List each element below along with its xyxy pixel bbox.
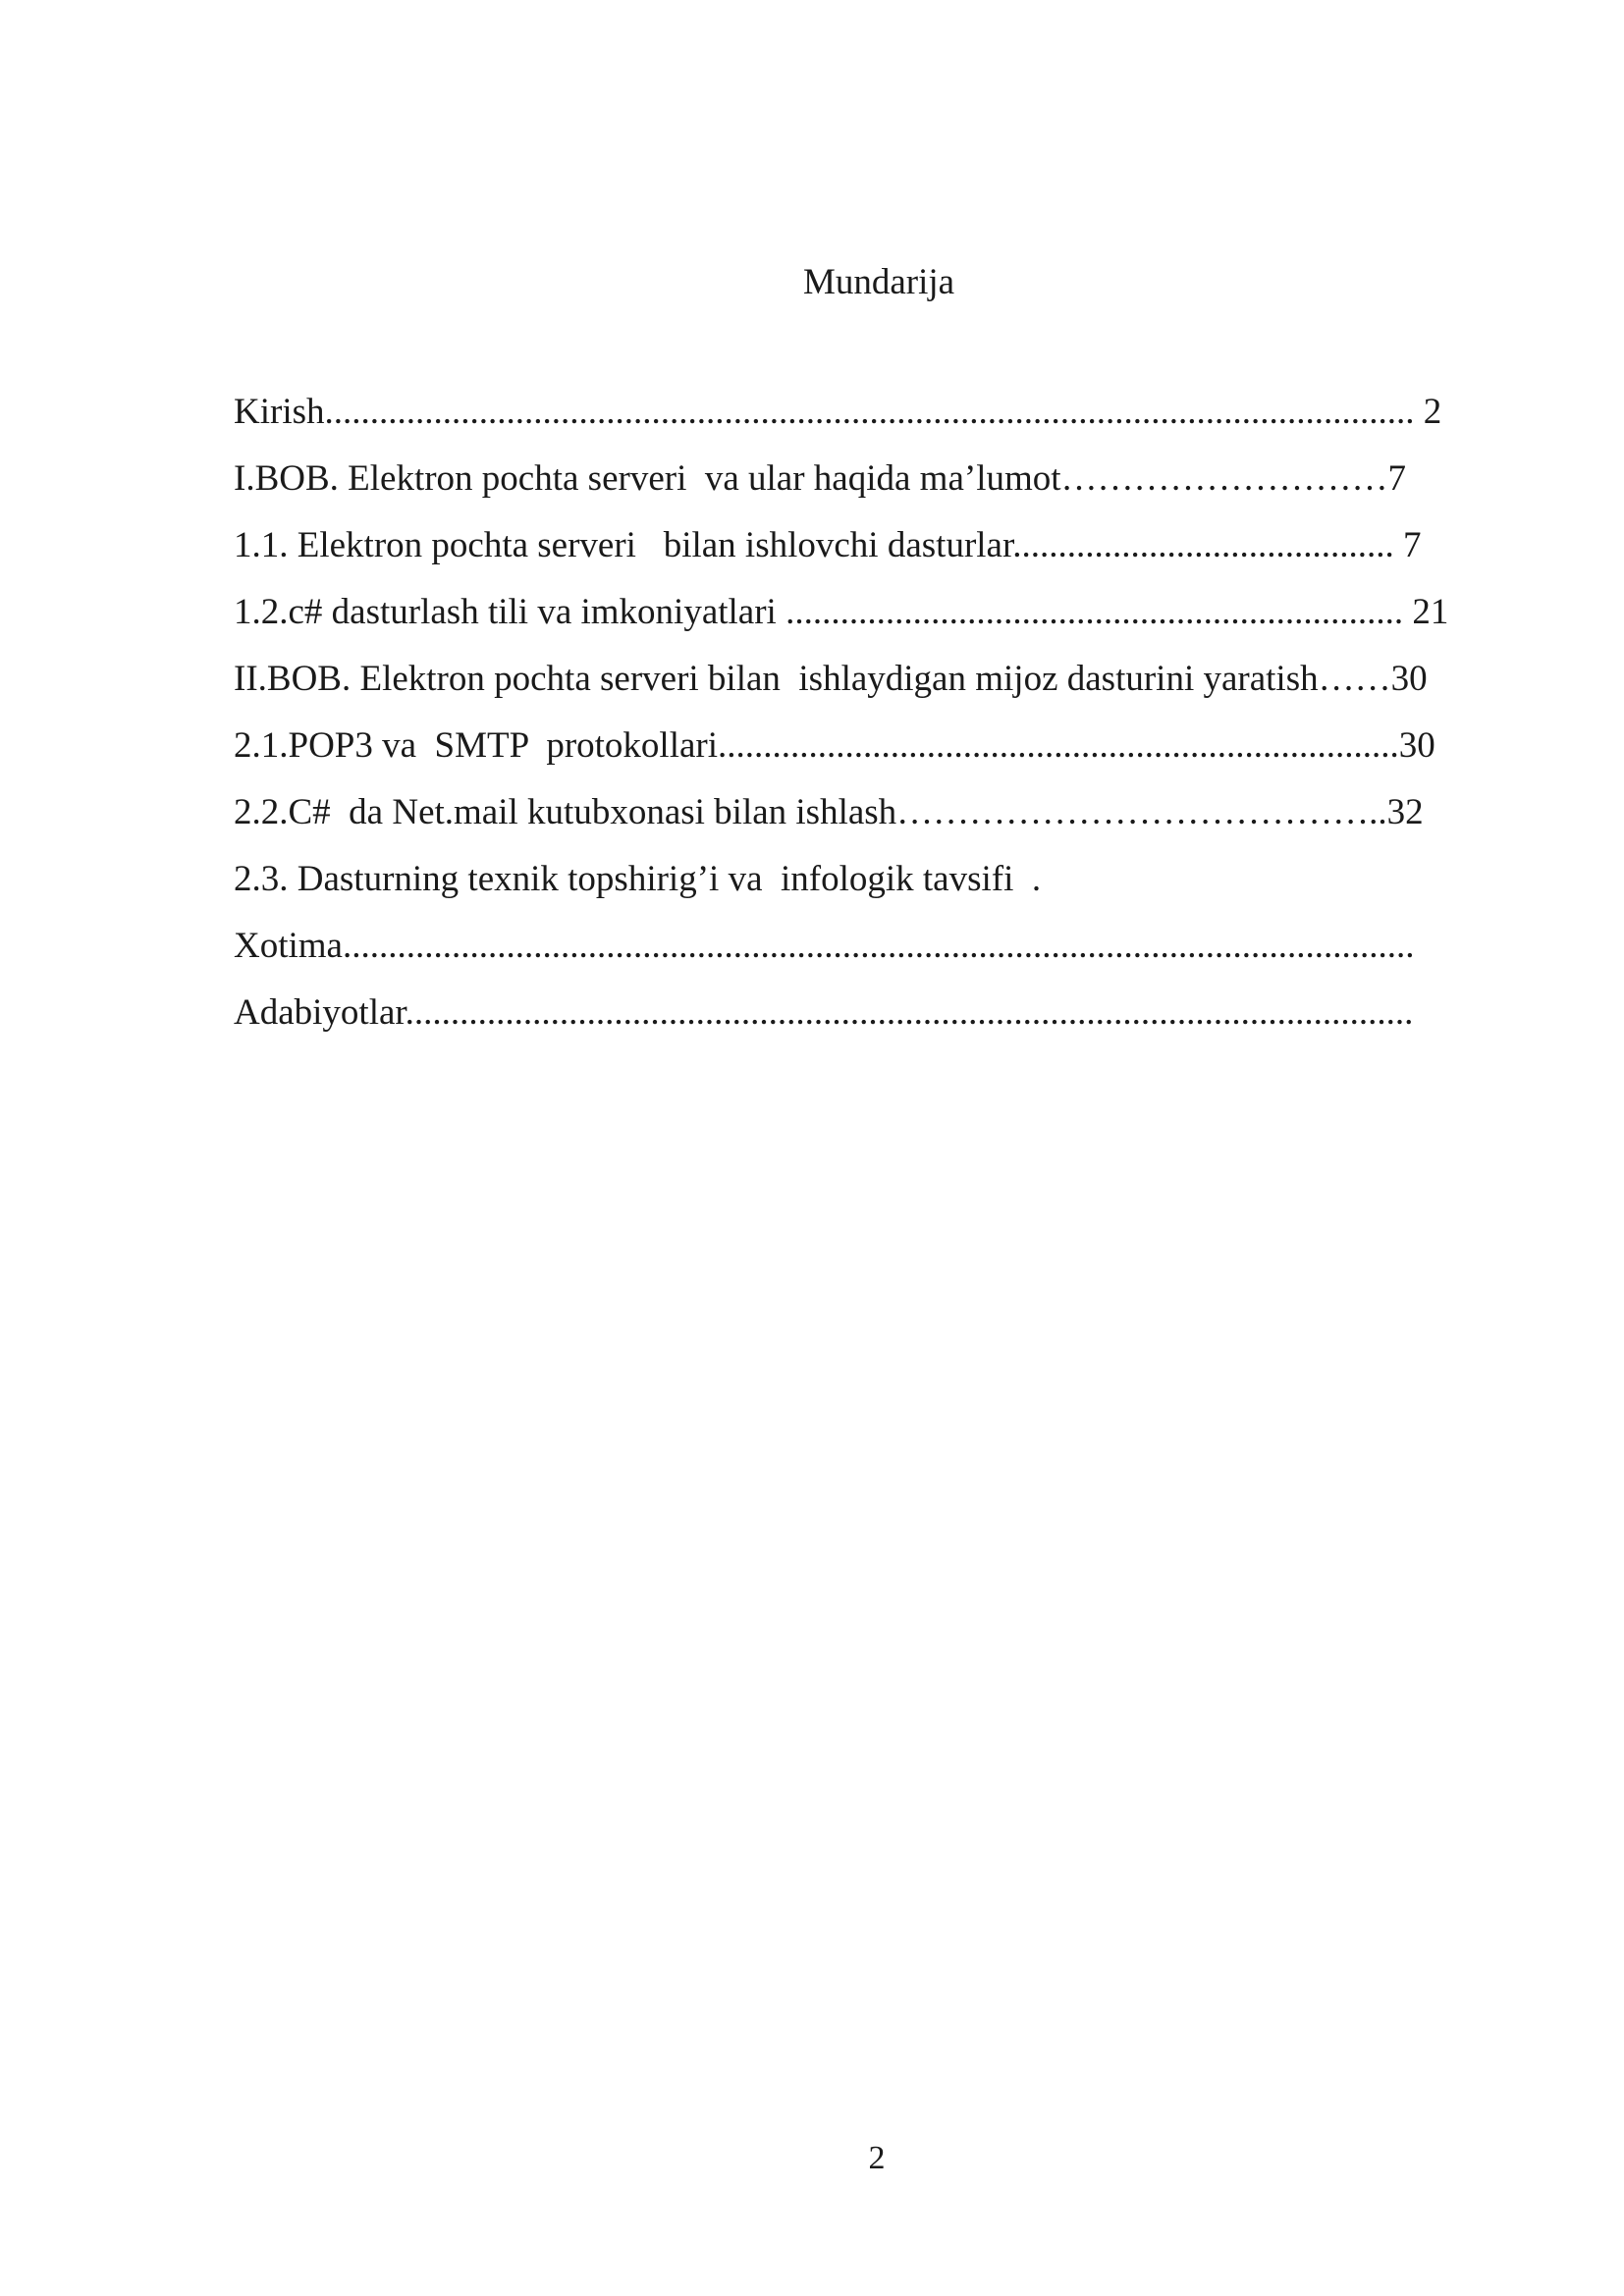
toc-entry-section-2-2: 2.2.C# da Net.mail kutubxonasi bilan ishlash…………………………………..32	[234, 792, 1424, 832]
toc-entry-section-1-1: 1.1. Elektron pochta serveri bilan ishlovchi dasturlar.......................................... 7	[234, 525, 1422, 565]
toc-entry-section-2-1: 2.1.POP3 va SMTP protokollari...........................................................................30	[234, 725, 1435, 766]
toc-entry-references: Adabiyotlar...............................................................................................................	[234, 992, 1414, 1033]
page-number: 2	[868, 2140, 886, 2176]
table-of-contents	[234, 387, 1510, 1054]
toc-entry-chapter-2: II.BOB. Elektron pochta serveri bilan ishlaydigan mijoz dasturini yaratish……30	[234, 659, 1428, 699]
toc-entry-section-2-3: 2.3. Dasturning texnik topshirig’i va infologik tavsifi .	[234, 859, 1042, 899]
page-title: Mundarija	[802, 262, 955, 302]
toc-entry-introduction: Kirish........................................................................................................................ 2	[234, 392, 1442, 432]
toc-entry-chapter-1: I.BOB. Elektron pochta serveri va ular haqida ma’lumot………………………7	[234, 458, 1407, 499]
toc-entry-conclusion: Xotima......................................................................................................................	[234, 926, 1415, 966]
toc-entry-section-1-2: 1.2.c# dasturlash tili va imkoniyatlari .................................................................... 21	[234, 592, 1449, 632]
